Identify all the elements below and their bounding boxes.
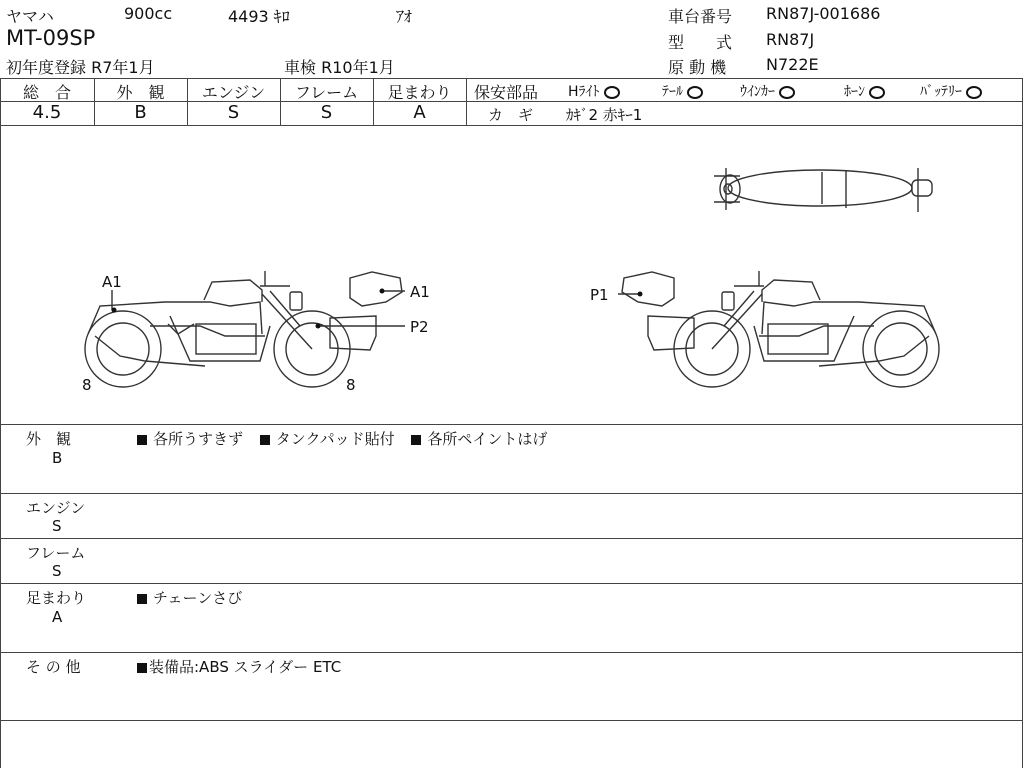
mileage: 4493 ｷﾛ <box>228 7 290 26</box>
remark-note: 各所ペイントはげ <box>427 430 548 448</box>
first-registration: 初年度登録 R7年1月 <box>6 58 155 77</box>
safety-item-label: Hﾗｲﾄ <box>568 84 600 100</box>
displacement: 900cc <box>124 4 173 23</box>
safety-item-label: ﾊﾞｯﾃﾘｰ <box>920 84 962 100</box>
bullet-icon <box>137 594 147 604</box>
bike-left-side-icon <box>85 271 402 387</box>
diagram-label-a1-cowl: A1 <box>410 283 430 301</box>
diagram-label-rear-wheel: 8 <box>82 376 92 394</box>
bullet-icon <box>411 435 421 445</box>
remark-note: 各所うすきず <box>153 430 244 448</box>
grade-frame: S <box>320 102 333 123</box>
damage-marker <box>380 289 385 294</box>
safety-item-tail <box>662 81 703 101</box>
grade-exterior: B <box>134 102 147 123</box>
grade-header-frame: フレーム <box>294 83 359 102</box>
bullet-icon <box>137 663 147 673</box>
key-value: ｶｷﾞ2 赤ｷｰ1 <box>566 106 643 124</box>
remark-grade-exterior: B <box>52 449 63 467</box>
key-label: カ ギ <box>488 106 534 124</box>
remark-note: チェーンさび <box>153 589 243 607</box>
remark-label-exterior: 外 観 <box>26 430 72 448</box>
remark-notes-exterior <box>137 428 547 449</box>
remark-note: 装備品:ABS スライダー ETC <box>149 658 342 676</box>
bike-top-view-icon <box>714 168 932 212</box>
maker: ヤマハ <box>6 7 54 26</box>
safety-label: 保安部品 <box>474 83 539 102</box>
grade-header-suspension: 足まわり <box>387 83 452 102</box>
remark-label-suspension: 足まわり <box>26 589 87 607</box>
remark-grade-frame: S <box>52 562 62 580</box>
model-name: MT-09SP <box>6 26 96 50</box>
safety-item-headlight <box>568 81 620 101</box>
safety-item-label: ｳｲﾝｶｰ <box>740 84 775 100</box>
remarks-divider <box>0 652 1023 653</box>
frame-no: RN87J-001686 <box>766 4 881 23</box>
diagram-label-p1: P1 <box>590 286 609 304</box>
inspection-date: 車検 R10年1月 <box>284 58 395 77</box>
remark-notes-suspension <box>137 587 242 608</box>
diagram-label-a1-top: A1 <box>102 273 122 291</box>
type-value: RN87J <box>766 30 815 49</box>
bullet-icon <box>137 435 147 445</box>
safety-item-horn <box>844 81 885 101</box>
grade-header-overall: 総 合 <box>22 83 71 102</box>
grade-top-line <box>0 78 1023 79</box>
remarks-divider <box>0 493 1023 494</box>
lamp-ok-icon <box>779 86 795 99</box>
damage-diagram <box>0 126 1023 424</box>
grade-overall: 4.5 <box>32 102 62 123</box>
remarks-divider <box>0 538 1023 539</box>
safety-mid-line <box>466 101 1023 102</box>
frame-no-label: 車台番号 <box>668 7 733 26</box>
grade-header-engine: エンジン <box>201 83 266 102</box>
lamp-ok-icon <box>966 86 982 99</box>
remarks-bottom-line <box>0 720 1023 721</box>
grade-engine: S <box>227 102 240 123</box>
damage-marker <box>112 308 117 313</box>
safety-item-battery <box>920 81 982 101</box>
lamp-ok-icon <box>604 86 620 99</box>
remark-note: タンクパッド貼付 <box>275 430 395 448</box>
type-label: 型 式 <box>668 33 733 52</box>
diagram-label-front-wheel: 8 <box>346 376 356 394</box>
remark-grade-suspension: A <box>52 608 63 626</box>
safety-item-label: ﾎｰﾝ <box>844 84 865 100</box>
safety-item-winker <box>740 81 795 101</box>
remark-grade-engine: S <box>52 517 62 535</box>
bike-right-side-icon <box>622 271 939 387</box>
bullet-icon <box>260 435 270 445</box>
grade-suspension: A <box>413 102 426 123</box>
engine-label: 原 動 機 <box>668 58 727 77</box>
grade-header-exterior: 外 観 <box>116 83 165 102</box>
remarks-divider <box>0 583 1023 584</box>
grade-divider <box>466 78 467 125</box>
remark-label-frame: フレーム <box>26 544 86 562</box>
color: ｱｵ <box>396 7 413 26</box>
remarks-top-line <box>0 424 1023 425</box>
damage-marker <box>316 324 321 329</box>
lamp-ok-icon <box>869 86 885 99</box>
diagram-label-p2: P2 <box>410 318 429 336</box>
remark-label-engine: エンジン <box>26 499 86 517</box>
damage-marker <box>638 292 643 297</box>
lamp-ok-icon <box>687 86 703 99</box>
remark-notes-other <box>137 656 341 677</box>
safety-item-label: ﾃｰﾙ <box>662 84 683 100</box>
remark-label-other: そ の 他 <box>26 658 81 676</box>
engine-value: N722E <box>766 55 819 74</box>
